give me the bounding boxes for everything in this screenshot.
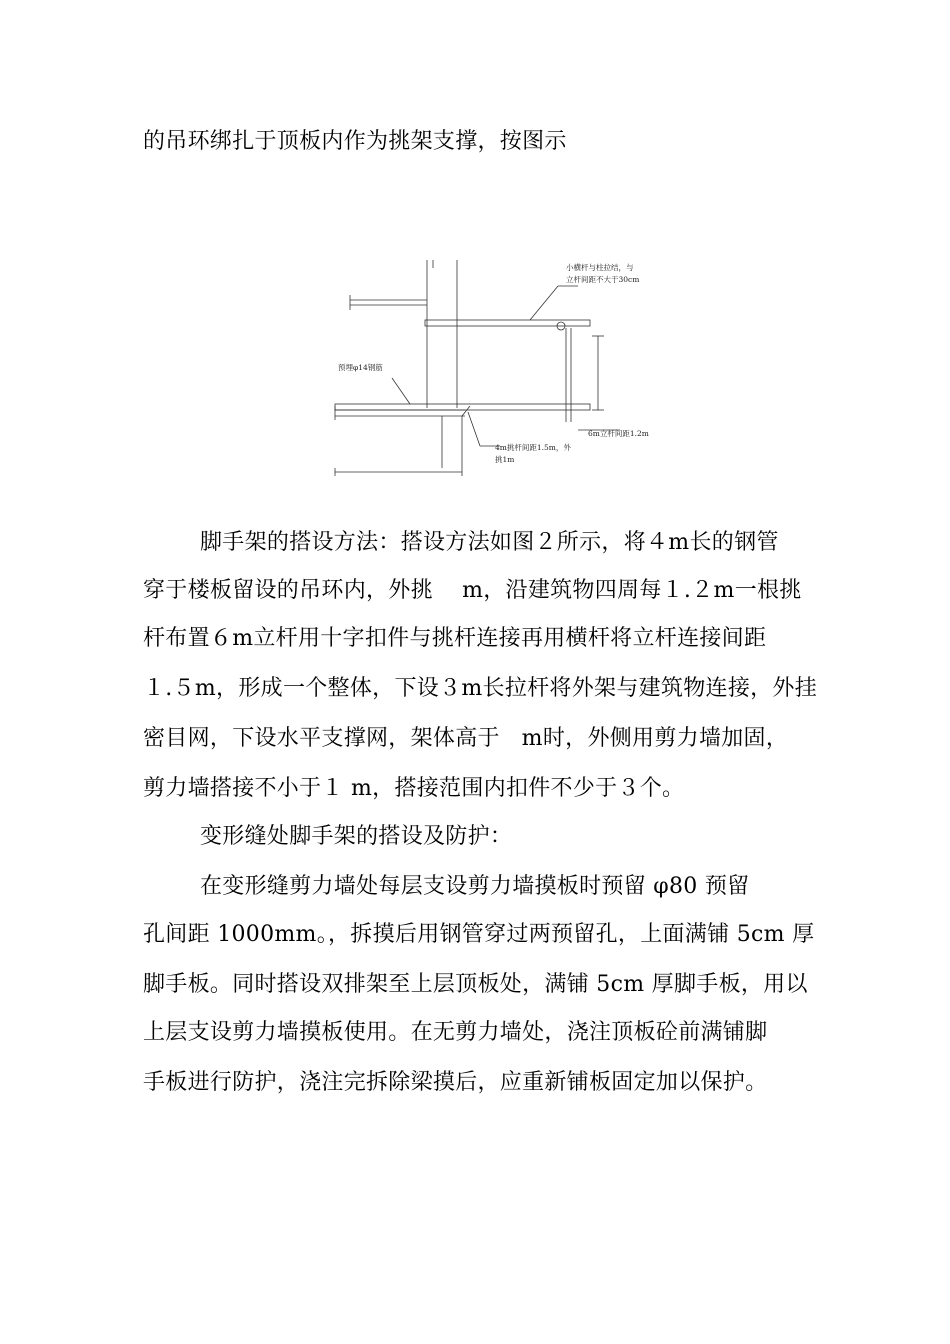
paragraph1-line-1: 脚手架的搭设方法：搭设方法如图２所示，将４m长的钢管 [200,530,779,555]
section-heading: 变形缝处脚手架的搭设及防护： [200,824,513,849]
cantilever-bar [335,404,590,410]
paragraph1-line-4: １.５m，形成一个整体，下设３m长拉杆将外架与建筑物连接，外挂 [143,676,818,701]
paragraph1-line-6: 剪力墙搭接不小于１ m，搭接范围内扣件不少于３个。 [143,776,685,801]
paragraph2-line-3: 脚手板。同时搭设双排架至上层顶板处，满铺 5cm 厚脚手板，用以 [143,972,808,997]
intro-line: 的吊环绑扎于顶板内作为挑架支撑，按图示 [143,129,567,154]
note-top-line2: 立杆间距不大于30cm [566,275,640,284]
paragraph1-line-2: 穿于楼板留设的吊环内，外挑 m，沿建筑物四周每１.２m一根挑 [143,578,802,603]
label-cantilever-line2: 挑1m [495,455,515,464]
paragraph2-line-5: 手板进行防护，浇注完拆除梁摸后，应重新铺板固定加以保护。 [143,1070,768,1095]
paragraph2-line-1: 在变形缝剪力墙处每层支设剪力墙摸板时预留 φ80 预留 [200,874,750,899]
paragraph2-line-4: 上层支设剪力墙摸板使用。在无剪力墙处，浇注顶板砼前满铺脚 [143,1020,768,1045]
paragraph1-line-3: 杆布置６m立杆用十字扣件与挑杆连接再用横杆将立杆连接间距 [143,626,767,651]
note-top-line1: 小横杆与柱拉结，与 [566,263,634,272]
label-cantilever-line1: 4m挑杆间距1.5m，外 [495,443,571,452]
paragraph1-line-5: 密目网，下设水平支撑网，架体高于 m时，外侧用剪力墙加固， [143,726,789,751]
label-rebar: 预埋φ14钢筋 [338,363,383,372]
paragraph2-line-2: 孔间距 1000mm。，拆摸后用钢管穿过两预留孔，上面满铺 5cm 厚 [143,922,815,947]
label-pole: 6m立杆间距1.2m [588,429,649,438]
scaffold-diagram [330,240,690,490]
